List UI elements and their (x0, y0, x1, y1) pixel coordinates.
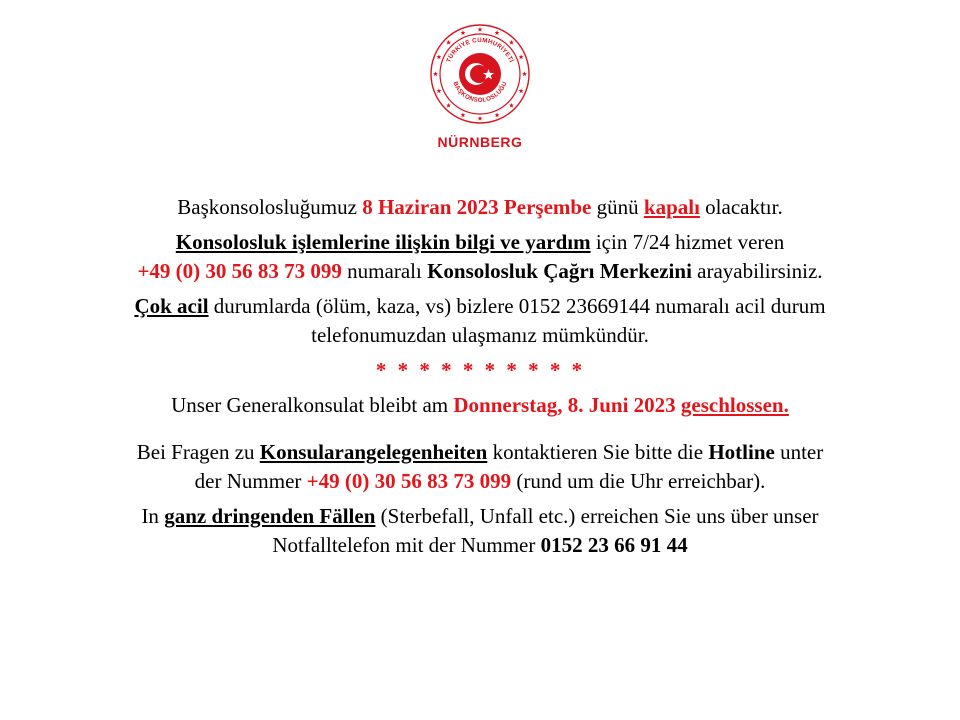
seal-bottom-text: BAŞKONSOLOSLUĞU (451, 80, 509, 105)
de-closure-paragraph (20, 391, 940, 420)
tr-info-text2: numaralı (341, 259, 428, 283)
de-urgent-text1: In (141, 504, 165, 528)
tr-urgent-text2: telefonumuzdan ulaşmanız mümkündür. (311, 323, 649, 347)
seal-ring-star-icon (446, 40, 451, 45)
logo-city-caption: NÜRNBERG (437, 134, 523, 150)
separator-stars: * * * * * * * * * * (375, 358, 585, 382)
de-hotline-word: Hotline (708, 440, 775, 464)
seal-ring-star-icon (436, 88, 441, 93)
tr-closure-suffix: olacaktır. (699, 195, 783, 219)
announcement (20, 193, 940, 560)
tr-closure-paragraph (20, 193, 940, 222)
tr-urgent-label: Çok acil (134, 294, 209, 318)
de-info-paragraph (20, 438, 940, 496)
de-urgent-paragraph (20, 502, 940, 560)
seal-ring-star-icon (519, 88, 524, 93)
de-info-text3: unter (774, 440, 824, 464)
tr-urgent-paragraph (20, 292, 940, 350)
de-closure-date: Donnerstag, 8. Juni 2023 (453, 393, 676, 417)
de-info-topic: Konsularangelegenheiten (259, 440, 488, 464)
tr-closure-date: 8 Haziran 2023 Perşembe (362, 195, 592, 219)
de-info-text4: der Nummer (194, 469, 307, 493)
seal-ring-star-icon (446, 103, 451, 108)
de-hotline-phone: +49 (0) 30 56 83 73 099 (306, 469, 512, 493)
seal-ring-star-icon (509, 103, 514, 108)
tr-closure-prefix: Başkonsolosluğumuz (177, 195, 363, 219)
de-closed-word: geschlossen. (680, 393, 789, 417)
tr-urgent-text1: durumlarda (ölüm, kaza, vs) bizlere 0152 23669144 numaralı acil durum (208, 294, 826, 318)
de-info-text1: Bei Fragen zu (136, 440, 260, 464)
seal-ring-star-icon (461, 30, 466, 35)
de-urgent-text3: Notfalltelefon mit der Nummer (272, 533, 541, 557)
de-urgent-text2: (Sterbefall, Unfall etc.) erreichen Sie uns über unser (375, 504, 819, 528)
seal-ring-star-icon (519, 54, 524, 59)
seal-ring-star-icon (495, 30, 500, 35)
seal-ring-star-icon (478, 116, 483, 121)
seal-ring-star-icon (461, 113, 466, 118)
de-closure-prefix: Unser Generalkonsulat bleibt am (171, 393, 454, 417)
de-info-text5: (rund um die Uhr erreichbar). (511, 469, 766, 493)
seal-ring-star-icon (478, 27, 483, 32)
tr-hotline-phone: +49 (0) 30 56 83 73 099 (137, 259, 342, 283)
seal-top-text: TÜRKİYE CUMHURİYETİ (445, 36, 515, 64)
tr-info-text1: için 7/24 hizmet veren (590, 230, 785, 254)
consulate-seal-icon (428, 22, 532, 126)
tr-closed-word: kapalı (643, 195, 700, 219)
tr-closure-mid: günü (591, 195, 644, 219)
de-info-text2: kontaktieren Sie bitte die (487, 440, 709, 464)
de-urgent-label: ganz dringenden Fällen (164, 504, 376, 528)
tr-info-text3: arayabilirsiniz. (691, 259, 823, 283)
seal-ring-star-icon (522, 71, 527, 76)
seal-ring-star-icon (433, 71, 438, 76)
tr-call-center: Konsolosluk Çağrı Merkezini (427, 259, 692, 283)
tr-info-paragraph (20, 228, 940, 286)
consulate-logo (0, 22, 960, 162)
de-emergency-phone: 0152 23 66 91 44 (540, 533, 688, 557)
tr-info-topic: Konsolosluk işlemlerine ilişkin bilgi ve yardım (175, 230, 591, 254)
seal-ring-star-icon (436, 54, 441, 59)
seal-ring-star-icon (509, 40, 514, 45)
seal-ring-star-icon (495, 113, 500, 118)
